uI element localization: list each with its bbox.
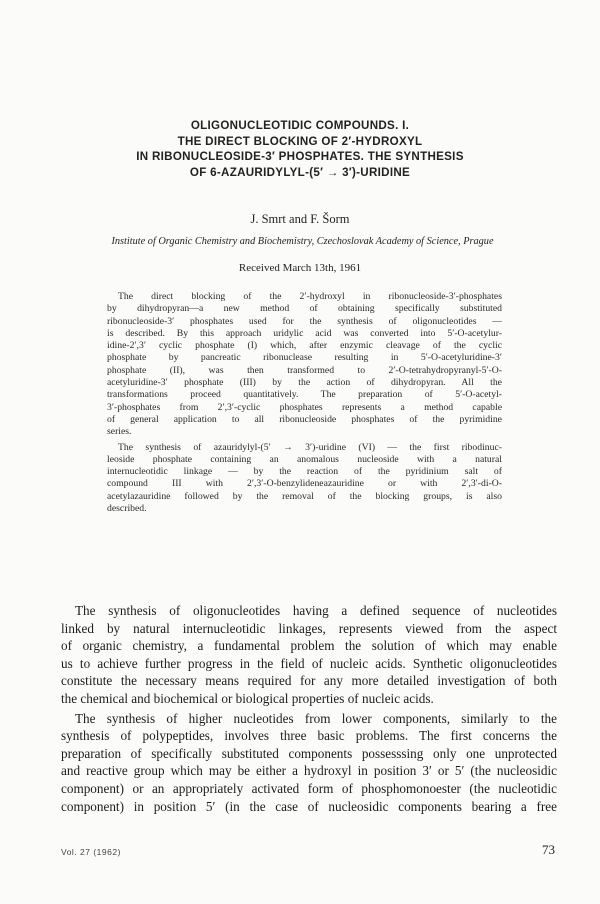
body-line: component) or an appropriately activated form of phosphomonoester (the nucleotidic [61,780,557,796]
article-title [60,118,540,180]
institute-affiliation: Institute of Organic Chemistry and Biochemistry, Czechoslovak Academy of Science, Prague [111,236,494,247]
abstract-line: phosphate by pancreatic ribonuclease resulting in 5′-O-acetyluridine-3′ [107,352,502,364]
body-line: the chemical and biochemical or biological properties of nucleic acids. [61,690,434,706]
volume-footer: Vol. 27 (1962) [61,847,121,857]
body-line: constitute the necessary means required for any more detailed investigation of both [61,673,557,689]
body-line: synthesis of polypeptides, involves three basic problems. The first concerns the [61,728,557,744]
abstract-line: described. [107,503,147,515]
page-number: 73 [542,842,555,857]
title-line: OLIGONUCLEOTIDIC COMPOUNDS. I. [190,119,410,132]
abstract-line: acetyluridine-3′ phosphate (III) by the action of dihydropyran. All the [107,377,502,389]
abstract-line: is described. By this approach uridylic acid was converted into 5′-O-acetylur- [107,327,502,339]
abstract-line: acetylazauridine followed by the removal of the blocking groups, is also [107,490,502,502]
abstract-line: The synthesis of azauridylyl-(5′ → 3′)-uridine (VI) — the first ribodinuc- [118,441,502,453]
authors: J. Smrt and F. Šorm [250,212,350,226]
abstract-line: idine-2′,3′ cyclic phosphate (I) which, after enzymic cleavage of the cyclic [107,340,502,352]
title-line: THE DIRECT BLOCKING OF 2′-HYDROXYL [177,134,423,148]
body-line: component) in position 5′ (in the case of nucleosidic components bearing a free [61,798,557,814]
abstract-line: of general application to all ribonucleoside phosphates of the pyrimidine [107,413,502,425]
body-line: The synthesis of oligonucleotides having a defined sequence of nucleotides [75,603,557,618]
abstract-line: transformations proceed quantitatively. The preparation of 5′-O-acetyl- [107,389,502,401]
body-text [61,602,557,815]
body-line: and reactive group which may be either a hydroxyl in position 3′ or 5′ (the nucleosidic [61,763,557,779]
abstract-line: series. [107,426,132,438]
title-line: OF 6-AZAURIDYLYL-(5′ → 3′)-URIDINE [189,165,411,179]
body-line: preparation of specifically substituted components possesssing only one unprotected [61,745,557,761]
abstract [107,291,502,515]
body-line: The synthesis of higher nucleotides from lower components, similarly to the [75,710,557,726]
abstract-line: compound III with 2′,3′-O-benzylideneazauridine or with 2′,3′-di-O- [107,478,502,490]
abstract-line: ribonucleoside-3′ phosphates used for the synthesis of oligonucleotides — [107,315,502,327]
abstract-line: 3′-phosphates from 2′,3′-cyclic phosphates represents a method capable [107,401,502,413]
abstract-line: phosphate (II), was then transformed to 2′-O-tetrahydropyranyl-5′-O- [107,364,502,376]
abstract-line: by dihydropyran—a new method of obtaining specifically substituted [107,303,502,315]
abstract-line: leoside phosphate containing an anomalous nucleoside with a natural [107,453,502,465]
body-line: us to achieve further progress in the field of nucleic acids. Synthetic oligonucleotides [61,655,557,671]
abstract-line: internucleotidic linkage — by the reaction of the pyridinium salt of [107,466,502,478]
abstract-line: The direct blocking of the 2′-hydroxyl in ribonucleoside-3′-phosphates [118,291,502,302]
title-line: IN RIBONUCLEOSIDE-3′ PHOSPHATES. THE SYNTHESIS [136,150,464,163]
body-line: of organic chemistry, a fundamental problem the solution of which may enable [61,638,557,654]
received-date: Received March 13th, 1961 [238,262,362,274]
body-line: linked by natural internucleotidic linkages, represents viewed from the aspect [61,620,557,636]
